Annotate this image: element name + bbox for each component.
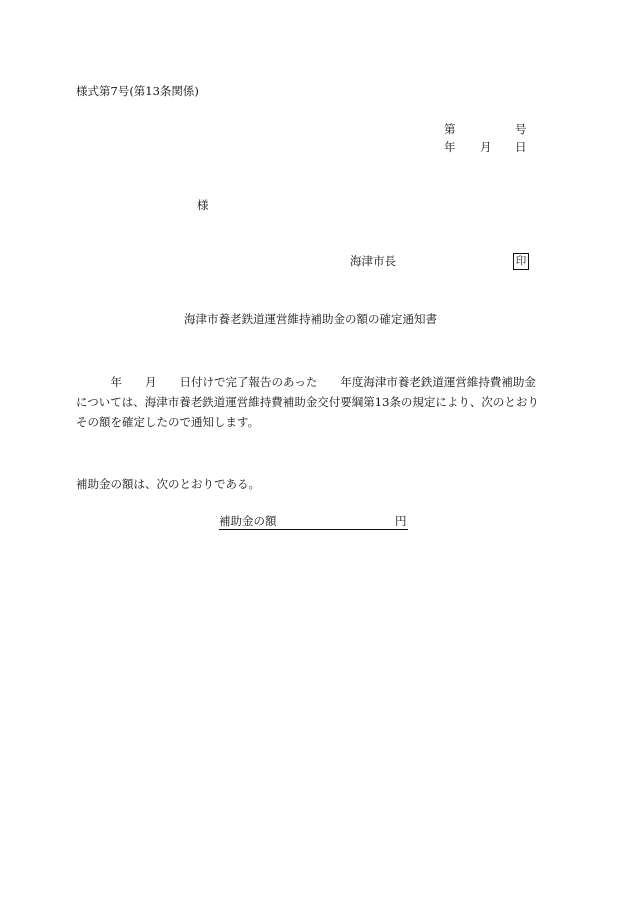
document-number-prefix: 第 bbox=[444, 122, 456, 136]
amount-label: 補助金の額 bbox=[219, 514, 277, 528]
amount-unit: 円 bbox=[395, 514, 407, 528]
body-line-2: については、海津市養老鉄道運営維持費補助金交付要綱第13条の規定により、次のとおり bbox=[76, 395, 539, 409]
form-number: 様式第7号(第13条関係) bbox=[76, 84, 199, 98]
date-year: 年 bbox=[444, 140, 456, 154]
addressee-suffix: 様 bbox=[197, 198, 209, 212]
date-month: 月 bbox=[480, 140, 492, 154]
body-line-1: 年 月 日付けで完了報告のあった 年度海津市養老鉄道運営維持費補助金 bbox=[76, 375, 536, 389]
amount-intro: 補助金の額は、次のとおりである。 bbox=[76, 477, 260, 491]
body-line-3: その額を確定したので通知します。 bbox=[76, 415, 260, 429]
issuer-name: 海津市長 bbox=[350, 254, 396, 268]
document-number-suffix: 号 bbox=[515, 122, 527, 136]
document-title: 海津市養老鉄道運営維持補助金の額の確定通知書 bbox=[184, 312, 437, 326]
body-paragraph bbox=[76, 372, 556, 432]
seal-mark: 印 bbox=[513, 253, 529, 270]
date-day: 日 bbox=[515, 140, 527, 154]
